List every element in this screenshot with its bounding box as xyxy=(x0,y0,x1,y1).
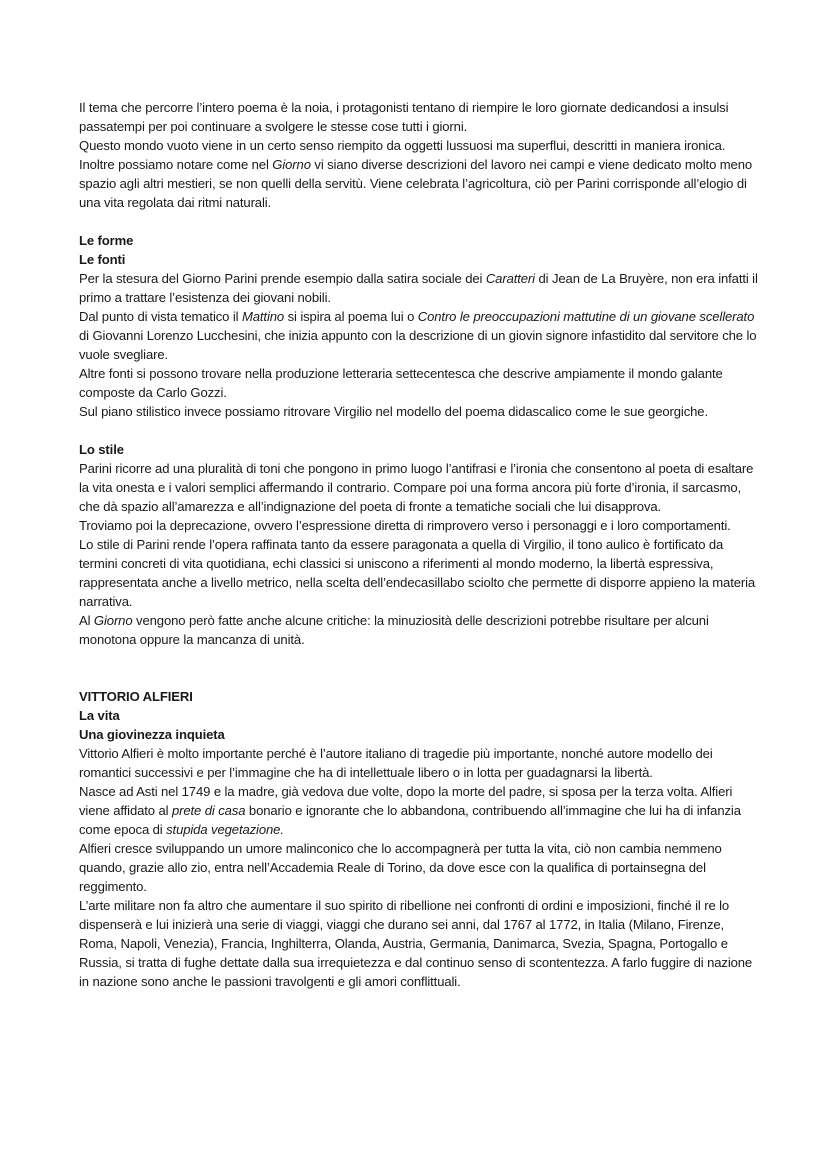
text-run: Per la stesura del Giorno Parini prende esempio dalla satira sociale dei xyxy=(79,271,486,286)
spacer xyxy=(79,212,759,231)
paragraph-punto-vista-tematico xyxy=(79,307,759,364)
text-run: vi siano diverse descrizioni del lavoro nei campi e viene dedicato molto meno spazio agli altri mestieri, se non quelli della servitù. Viene celebrata l’agricoltura, ciò per Parini corrisponde all’elogio di una vita regolata dai ritmi naturali. xyxy=(79,157,753,210)
document-page xyxy=(79,98,759,991)
paragraph-altre-fonti: Altre fonti si possono trovare nella produzione letteraria settecentesca che descrive ampiamente il mondo galante composte da Carlo Gozzi. xyxy=(79,366,723,400)
paragraph-piano-stilistico: Sul piano stilistico invece possiamo ritrovare Virgilio nel modello del poema didascalico come le sue georgiche. xyxy=(79,404,708,419)
paragraph-stile-raffinato: Lo stile di Parini rende l’opera raffinata tanto da essere paragonata a quella di Virgilio, il tono aulico è fortificato da termini concreti di vita quotidiana, echi classici si uniscono a riferimenti al mondo moderno, la libertà espressiva, rappresentata anche a livello metrico, nella scelta dell’endecasillabo sciolto che permette di disporre appieno la materia narrativa. xyxy=(79,537,756,609)
heading-la-vita: La vita xyxy=(79,708,120,723)
paragraph-critiche xyxy=(79,611,759,649)
text-run: bonario e ignorante che lo abbandona, contribuendo all’immagine che lui ha di infanzia come epoca di xyxy=(79,803,741,837)
text-run: vengono però fatte anche alcune critiche: la minuziosità delle descrizioni potrebbe risultare per alcuni monotona oppure la mancanza di unità. xyxy=(79,613,709,647)
italic-title-mattino: Mattino xyxy=(241,309,285,324)
italic-title-contro-preoccupazioni: Contro le preoccupazioni mattutine di un giovane scellerato xyxy=(417,309,755,324)
italic-title-giorno: Giorno xyxy=(272,157,311,172)
text-run: si ispira al poema lui o xyxy=(284,309,418,324)
text-run: di Jean de La Bruyère, non era infatti il primo a trattare l’esistenza dei giovani nobili. xyxy=(79,271,758,305)
paragraph-satira-sociale xyxy=(79,269,759,307)
text-run: di Giovanni Lorenzo Lucchesini, che inizia appunto con la descrizione di un giovin signore infastidito dal servitore che lo vuole svegliare. xyxy=(79,328,757,362)
italic-phrase-stupida-vegetazione: stupida vegetazione. xyxy=(166,822,284,837)
text-run: Nasce ad Asti nel 1749 e la madre, già vedova due volte, dopo la morte del padre, si sposa per la terza volta. Alfieri viene affidato al xyxy=(79,784,733,818)
heading-le-fonti: Le fonti xyxy=(79,252,126,267)
text-run: Inoltre possiamo notare come nel xyxy=(79,157,273,172)
italic-title-caratteri: Caratteri xyxy=(485,271,535,286)
heading-le-forme: Le forme xyxy=(79,233,134,248)
paragraph-deprecazione: Troviamo poi la deprecazione, ovvero l’espressione diretta di rimprovero verso i personaggi e i loro comportamenti. xyxy=(79,518,731,533)
paragraph-mondo-vuoto: Questo mondo vuoto viene in un certo senso riempito da oggetti lussuosi ma superflui, descritti in maniera ironica. xyxy=(79,138,726,153)
heading-vittorio-alfieri: VITTORIO ALFIERI xyxy=(79,689,193,704)
paragraph-arte-militare-viaggi: L’arte militare non fa altro che aumentare il suo spirito di ribellione nei confronti di ordini e imposizioni, finché il re lo dispenserà e lui inizierà una serie di viaggi, viaggi che durano sei anni, dal 1767 al 1772, in Italia (Milano, Firenze, Roma, Napoli, Venezia), Francia, Inghilterra, Olanda, Austria, Germania, Danimarca, Svezia, Spagna, Portogallo e Russia, si tratta di fughe dettate dalla sua irrequietezza e dal continuo senso di scontentezza. A farlo fuggire di nazione in nazione sono anche le passioni travolgenti e gli amori conflittuali. xyxy=(79,898,753,989)
italic-title-giorno: Giorno xyxy=(93,613,133,628)
spacer xyxy=(79,421,759,440)
spacer xyxy=(79,649,759,687)
heading-giovinezza-inquieta: Una giovinezza inquieta xyxy=(79,727,225,742)
heading-lo-stile: Lo stile xyxy=(79,442,124,457)
text-run: Al xyxy=(79,613,94,628)
paragraph-tema-noia: Il tema che percorre l’intero poema è la noia, i protagonisti tentano di riempire le loro giornate dedicandosi a insulsi passatempi per poi continuare a svolgere le stesse cose tutti i giorni. xyxy=(79,100,729,134)
italic-phrase-prete-di-casa: prete di casa xyxy=(171,803,246,818)
paragraph-umore-malinconico: Alfieri cresce sviluppando un umore malinconico che lo accompagnerà per tutta la vita, ciò non cambia nemmeno quando, grazie allo zio, entra nell’Accademia Reale di Torino, da dove esce con la qualifica di portainsegna del reggimento. xyxy=(79,841,722,894)
text-run: Dal punto di vista tematico il xyxy=(79,309,242,324)
paragraph-nascita-asti xyxy=(79,782,759,839)
paragraph-alfieri-importanza: Vittorio Alfieri è molto importante perché è l’autore italiano di tragedie più importante, nonché autore modello dei romantici successivi e per l’immagine che ha di intellettuale libero o in lotta per guadagnarsi la libertà. xyxy=(79,746,713,780)
paragraph-pluralita-toni: Parini ricorre ad una pluralità di toni che pongono in primo luogo l’antifrasi e l’ironia che consentono al poeta di esaltare la vita onesta e i valori semplici affermando il contrario. Compare poi una forma ancora più forte d’ironia, il sarcasmo, che dà spazio all’amarezza e all’indignazione del poeta di fronte a tematiche sociali che lui disapprova. xyxy=(79,461,754,514)
paragraph-descrizioni-lavoro xyxy=(79,155,759,212)
